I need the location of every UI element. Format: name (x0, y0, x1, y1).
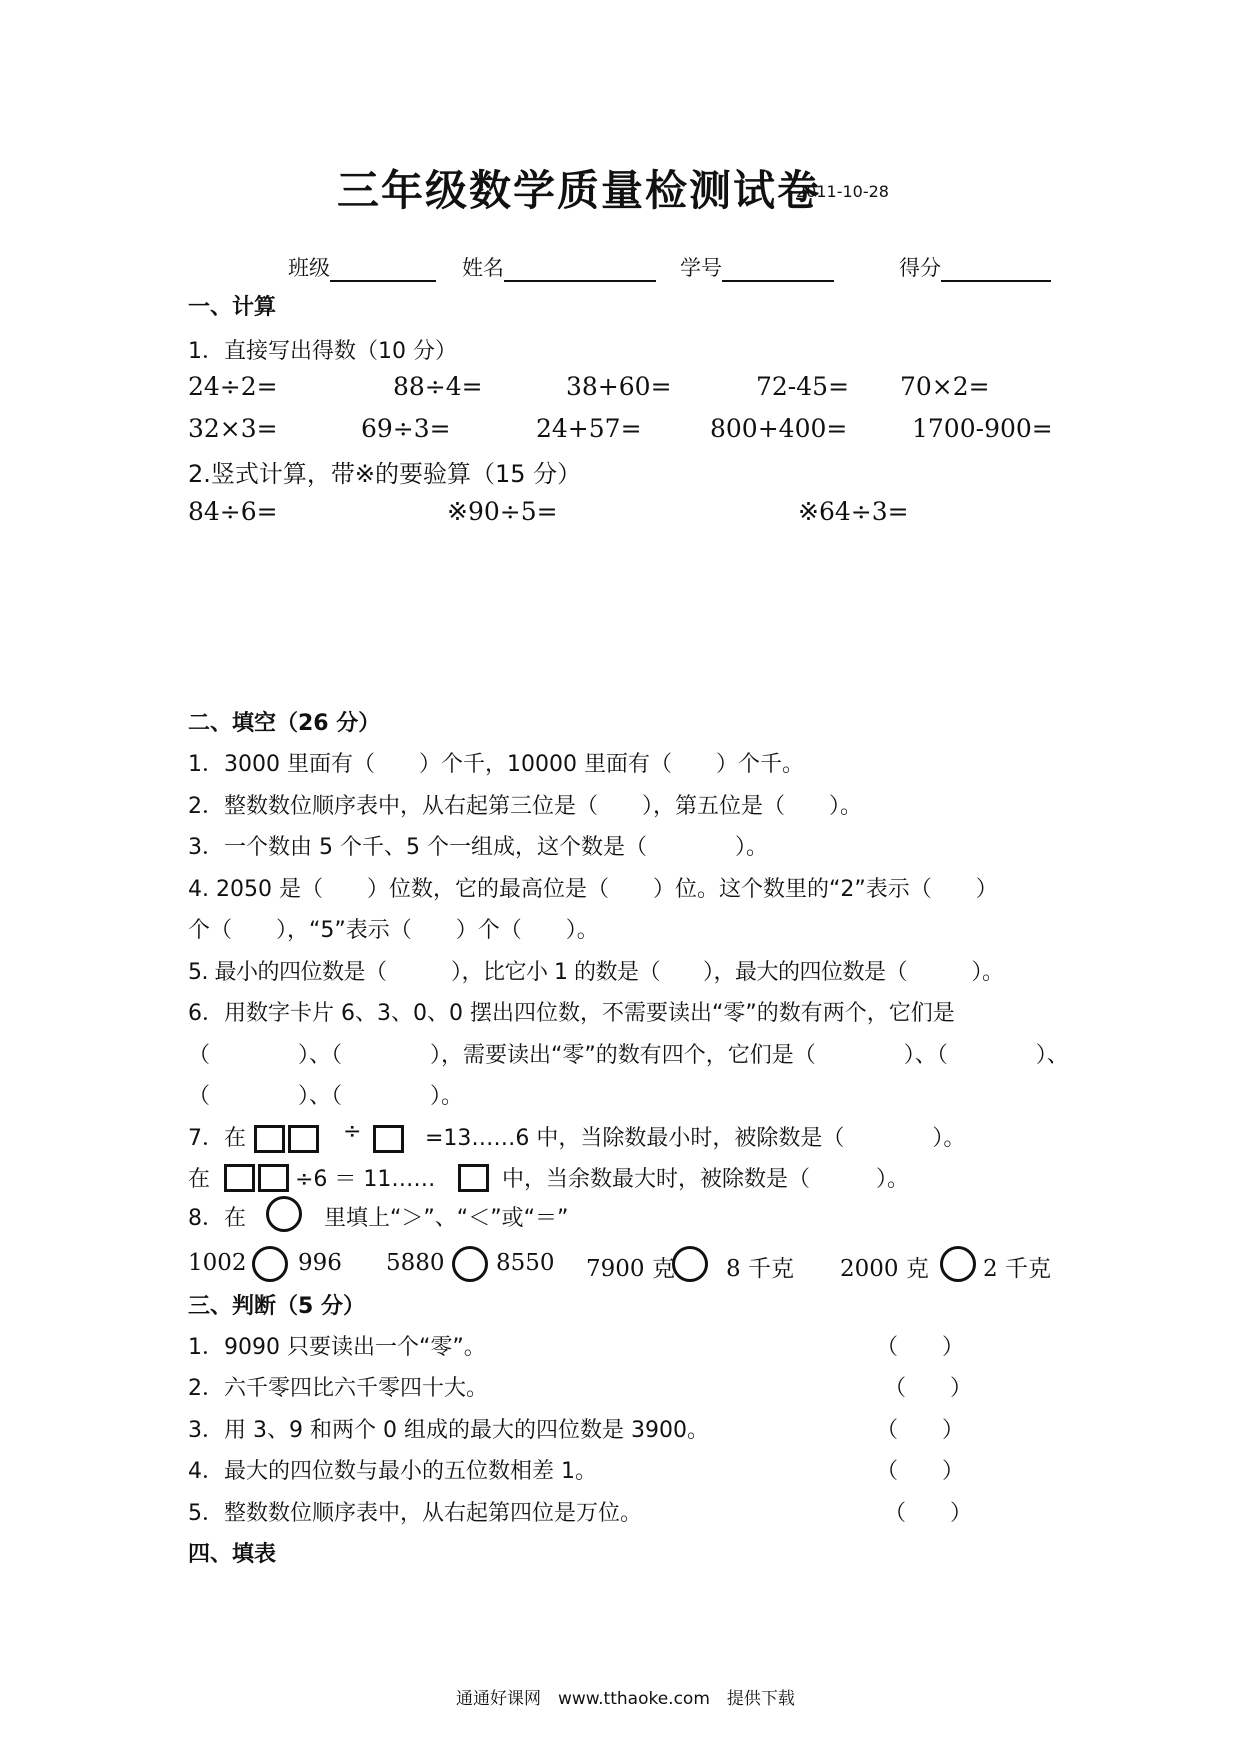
calc-item: 88÷4= (393, 372, 483, 401)
digit-box[interactable] (258, 1164, 289, 1192)
judge-item: 1．9090 只要读出一个“零”。 (188, 1335, 486, 1360)
compare-right: 8550 (496, 1250, 555, 1276)
fill-item-7-suffix: =13……6 中，当除数最小时，被除数是（ ）。 (425, 1126, 966, 1151)
id-blank[interactable] (722, 258, 834, 282)
fill-item-8-prefix: 8．在 (188, 1206, 246, 1231)
section-1-heading: 一、计算 (188, 295, 277, 320)
calc-item: 24÷2= (188, 372, 278, 401)
judge-item: 5．整数数位顺序表中，从右起第四位是万位。 (188, 1501, 642, 1526)
judge-item: 4．最大的四位数与最小的五位数相差 1。 (188, 1459, 597, 1484)
judge-answer-paren[interactable]: （ ） (876, 1418, 965, 1443)
compare-left: 1002 (188, 1250, 247, 1276)
compare-left: 2000 克 (840, 1256, 929, 1282)
exam-date: 2011-10-28 (796, 182, 889, 201)
fill-item: 个（ ），“5”表示（ ）个（ ）。 (188, 918, 599, 943)
class-label: 班级 (288, 256, 330, 280)
judge-answer-paren[interactable]: （ ） (876, 1459, 965, 1484)
section-2-heading: 二、填空（26 分） (188, 711, 381, 736)
compare-circle[interactable] (452, 1246, 488, 1282)
score-label: 得分 (899, 256, 941, 280)
compare-right: 8 千克 (726, 1256, 794, 1282)
fill-item-7b-middle: ÷6 ＝ 11…… (295, 1167, 436, 1192)
divide-sign: ÷ (343, 1119, 362, 1144)
calc-item: 69÷3= (361, 414, 451, 443)
digit-box[interactable] (224, 1164, 255, 1192)
digit-box[interactable] (458, 1164, 489, 1192)
section-3-heading: 三、判断（5 分） (188, 1294, 365, 1319)
section-4-heading: 四、填表 (188, 1542, 277, 1567)
digit-box[interactable] (254, 1125, 285, 1153)
id-label: 学号 (680, 256, 722, 280)
compare-right: 2 千克 (983, 1256, 1051, 1282)
compare-right: 996 (298, 1250, 342, 1276)
calc-item: 38+60= (566, 372, 672, 401)
vertical-calc-item: ※90÷5= (447, 497, 558, 526)
vertical-calc-item: ※64÷3= (798, 497, 909, 526)
digit-box[interactable] (288, 1125, 319, 1153)
fill-item-7-prefix: 7．在 (188, 1126, 246, 1151)
compare-circle[interactable] (940, 1246, 976, 1282)
compare-circle (266, 1196, 302, 1232)
class-field (288, 252, 436, 282)
calc-item: 72-45= (756, 372, 850, 401)
fill-item-7b-suffix: 中，当余数最大时，被除数是（ ）。 (502, 1167, 910, 1192)
page-title: 三年级数学质量检测试卷 (337, 166, 822, 215)
compare-left: 7900 克 (586, 1256, 675, 1282)
compare-left: 5880 (386, 1250, 445, 1276)
fill-item: 2．整数数位顺序表中，从右起第三位是（ ），第五位是（ ）。 (188, 794, 862, 819)
score-field (899, 252, 1051, 282)
calc-item: 32×3= (188, 414, 278, 443)
class-blank[interactable] (330, 258, 436, 282)
compare-circle[interactable] (252, 1246, 288, 1282)
calc-item: 70×2= (900, 372, 990, 401)
judge-answer-paren[interactable]: （ ） (884, 1376, 973, 1401)
fill-item: 5. 最小的四位数是（ ），比它小 1 的数是（ ），最大的四位数是（ ）。 (188, 960, 1004, 985)
q1-instruction: 1．直接写出得数（10 分） (188, 339, 457, 364)
judge-answer-paren[interactable]: （ ） (884, 1501, 973, 1526)
name-field (462, 252, 656, 282)
judge-item: 3．用 3、9 和两个 0 组成的最大的四位数是 3900。 (188, 1418, 709, 1443)
fill-item: 1．3000 里面有（ ）个千，10000 里面有（ ）个千。 (188, 752, 804, 777)
calc-item: 1700-900= (912, 414, 1053, 443)
fill-item: 3．一个数由 5 个千、5 个一组成，这个数是（ ）。 (188, 835, 768, 860)
fill-item-8-suffix: 里填上“＞”、“＜”或“＝” (324, 1206, 569, 1231)
fill-item-7b-prefix: 在 (188, 1167, 211, 1192)
judge-answer-paren[interactable]: （ ） (876, 1335, 965, 1360)
fill-item: （ ）、（ ）。 (188, 1084, 464, 1109)
id-field (680, 252, 834, 282)
vertical-calc-item: 84÷6= (188, 497, 278, 526)
fill-item: 4. 2050 是（ ）位数，它的最高位是（ ）位。这个数里的“2”表示（ ） (188, 877, 998, 902)
compare-circle[interactable] (672, 1246, 708, 1282)
judge-item: 2．六千零四比六千零四十大。 (188, 1376, 488, 1401)
score-blank[interactable] (941, 258, 1051, 282)
name-blank[interactable] (504, 258, 656, 282)
name-label: 姓名 (462, 256, 504, 280)
calc-item: 24+57= (536, 414, 642, 443)
fill-item: （ ）、（ ），需要读出“零”的数有四个，它们是（ ）、（ ）、 (188, 1043, 1069, 1068)
footer-credit: 通通好课网 www.tthaoke.com 提供下载 (456, 1689, 795, 1709)
digit-box[interactable] (373, 1125, 404, 1153)
fill-item: 6．用数字卡片 6、3、0、0 摆出四位数，不需要读出“零”的数有两个，它们是 (188, 1001, 955, 1026)
calc-item: 800+400= (710, 414, 848, 443)
q2-instruction: 2.竖式计算，带※的要验算（15 分） (188, 460, 582, 488)
